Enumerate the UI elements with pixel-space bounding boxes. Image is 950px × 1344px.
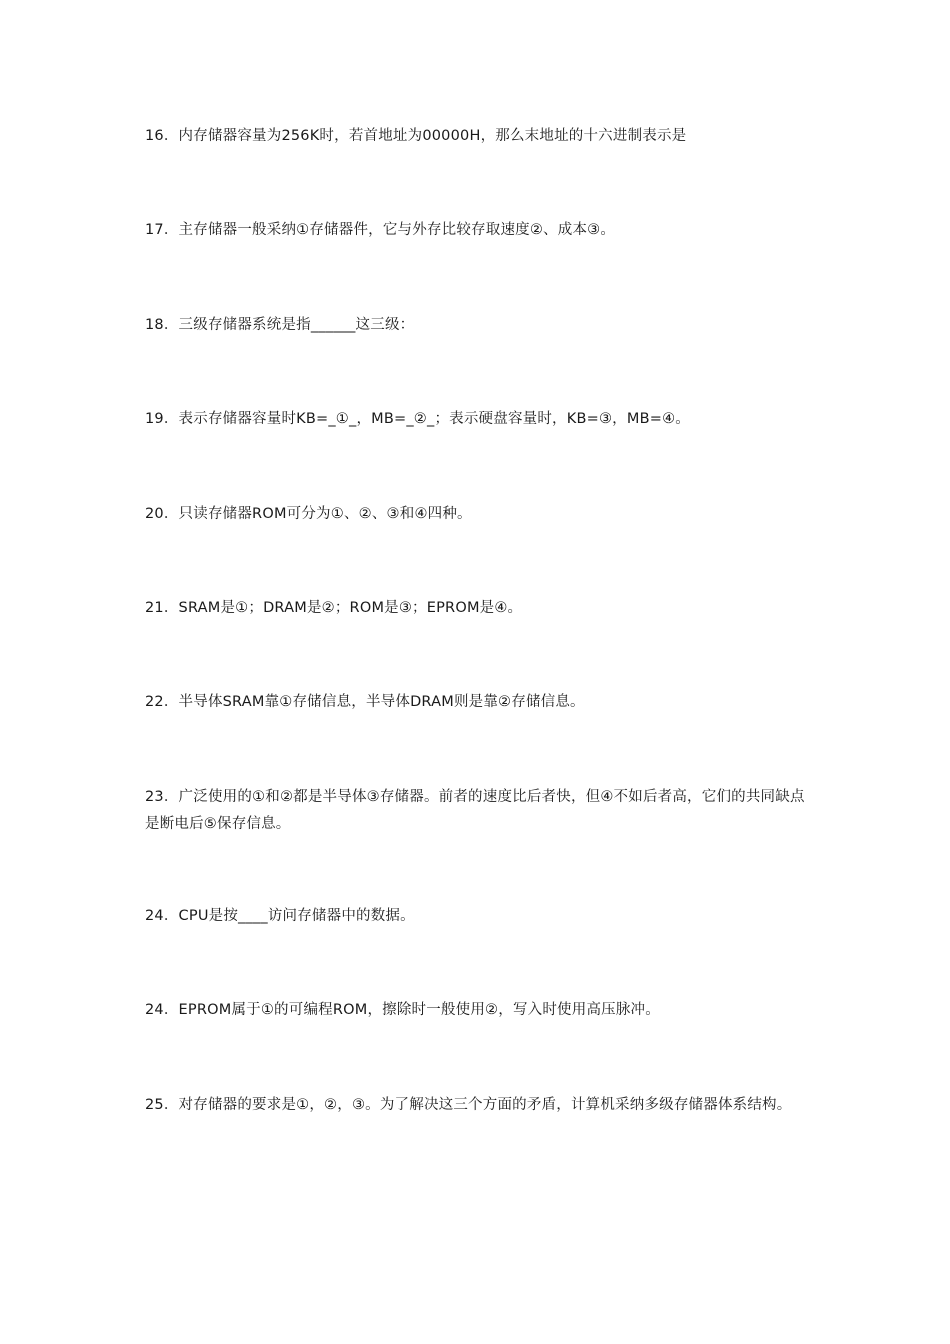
question-23: 23．广泛使用的①和②都是半导体③存储器。前者的速度比后者快，但④不如后者高，它们的共同缺点是断电后⑤保存信息。 bbox=[145, 789, 805, 832]
question-24-eprom: 24．EPROM属于①的可编程ROM，擦除时一般使用②，写入时使用高压脉冲。 bbox=[145, 1002, 660, 1018]
question-19: 19．表示存储器容量时KB=_①_，MB=_②_；表示硬盘容量时，KB=③，MB=④。 bbox=[145, 411, 690, 427]
question-17: 17．主存储器一般采纳①存储器件，它与外存比较存取速度②、成本③。 bbox=[145, 222, 616, 238]
question-21: 21．SRAM是①；DRAM是②；ROM是③；EPROM是④。 bbox=[145, 600, 523, 616]
question-25: 25．对存储器的要求是①，②，③。为了解决这三个方面的矛盾，计算机采纳多级存储器体系结构。 bbox=[145, 1097, 792, 1113]
question-24-cpu: 24．CPU是按____访问存储器中的数据。 bbox=[145, 908, 415, 924]
question-18: 18．三级存储器系统是指______这三级： bbox=[145, 317, 415, 333]
question-20: 20．只读存储器ROM可分为①、②、③和④四种。 bbox=[145, 506, 472, 522]
question-16: 16．内存储器容量为256K时，若首地址为00000H，那么末地址的十六进制表示是 bbox=[145, 128, 687, 144]
question-22: 22．半导体SRAM靠①存储信息，半导体DRAM则是靠②存储信息。 bbox=[145, 694, 585, 710]
